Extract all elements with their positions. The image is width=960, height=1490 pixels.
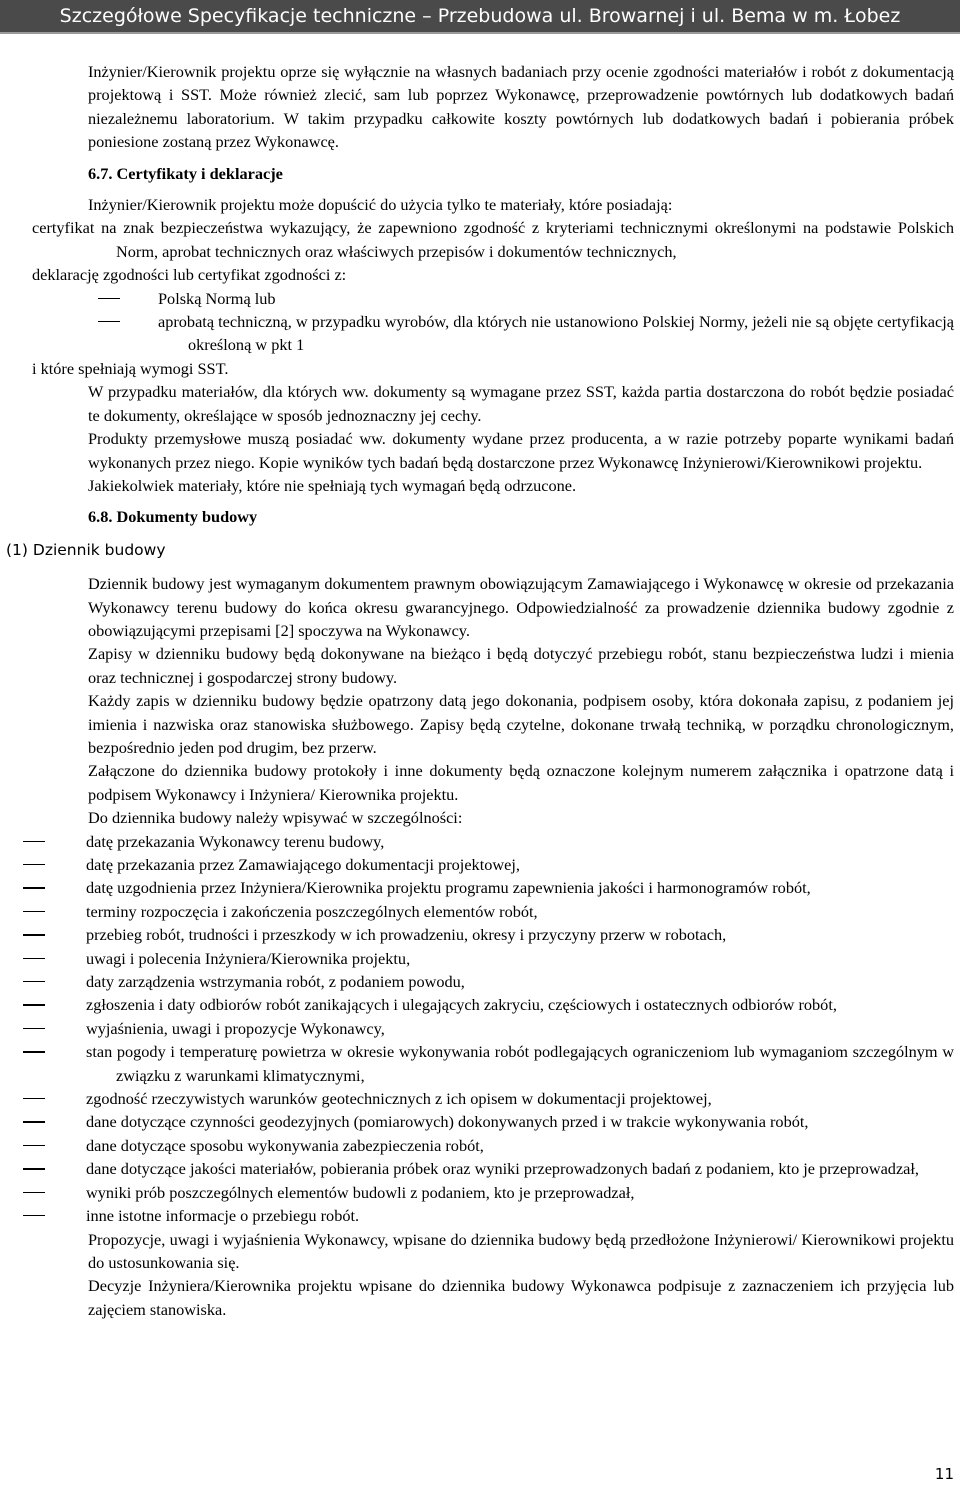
list-item-text: uwagi i polecenia Inżyniera/Kierownika projektu, bbox=[86, 948, 411, 968]
list-item-text: wyniki prób poszczególnych elementów budowli z podaniem, kto je przeprowadzał, bbox=[86, 1182, 635, 1202]
section-6-8-heading: 6.8. Dokumenty budowy bbox=[88, 507, 258, 527]
list-item bbox=[0, 876, 960, 899]
list-item bbox=[0, 1157, 960, 1180]
dash-bullet bbox=[23, 1145, 45, 1146]
list-item-text: terminy rozpoczęcia i zakończenia poszczególnych elementów robót, bbox=[86, 901, 538, 921]
page-number: 11 bbox=[934, 1464, 954, 1483]
list-item bbox=[0, 1087, 960, 1110]
list-item-text: inne istotne informacje o przebiegu robót. bbox=[86, 1206, 360, 1226]
dash-bullet bbox=[98, 321, 120, 322]
list-item-text: zgodność rzeczywistych warunków geotechnicznych z ich opisem w dokumentacji projektowej, bbox=[86, 1089, 712, 1109]
list-item bbox=[0, 287, 960, 310]
dash-bullet bbox=[23, 1168, 45, 1169]
section-6-7-paragraph-6: Produkty przemysłowe muszą posiadać ww. dokumenty wydane przez producenta, a w razie potrzeby poparte wynikami badań wykonanych przez niego. Kopie wyników tych badań będą dostarczone przez Wykonawcę Inżynierowi/Kierownikowi projektu. bbox=[88, 429, 954, 472]
list-item bbox=[0, 900, 960, 923]
list-item-text: dane dotyczące jakości materiałów, pobierania próbek oraz wyniki przeprowadzonych badań z podaniem, kto je przeprowadzał, bbox=[86, 1159, 919, 1179]
list-item bbox=[0, 853, 960, 876]
dash-bullet bbox=[23, 911, 45, 912]
section-6-7-paragraph-3: deklarację zgodności lub certyfikat zgodności z: bbox=[32, 265, 347, 285]
list-item-text: aprobatą techniczną, w przypadku wyrobów, dla których nie ustanowiono Polskiej Normy, jeżeli nie są objęte certyfikacją określoną w pkt 1 bbox=[158, 312, 954, 355]
subsection-heading: (1) Dziennik budowy bbox=[6, 540, 166, 559]
section-6-7-paragraph-2: certyfikat na znak bezpieczeństwa wykazujący, że zapewniono zgodność z kryteriami technicznymi określonymi na podstawie Polskich Norm, aprobat technicznych oraz właściwych przepisów i dokumentów technicznych, bbox=[32, 218, 954, 261]
list-item-text: datę przekazania przez Zamawiającego dokumentacji projektowej, bbox=[86, 855, 520, 874]
dash-bullet bbox=[23, 1192, 45, 1193]
dash-bullet bbox=[23, 1028, 45, 1029]
section-6-8-paragraph-4: Załączone do dziennika budowy protokoły i inne dokumenty będą oznaczone kolejnym numerem załącznika i opatrzone datą i podpisem Wykonawcy i Inżyniera/ Kierownika projektu. bbox=[88, 761, 954, 804]
list-item bbox=[0, 830, 960, 853]
section-6-7-paragraph-5: W przypadku materiałów, dla których ww. dokumenty są wymagane przez SST, każda partia dostarczona do robót będzie posiadać te dokumenty, określające w sposób jednoznaczny jej cechy. bbox=[88, 382, 954, 425]
list-item-text: datę przekazania Wykonawcy terenu budowy, bbox=[86, 831, 385, 851]
list-item bbox=[0, 947, 960, 970]
section-6-8-paragraph-3: Każdy zapis w dzienniku budowy będzie opatrzony datą jego dokonania, podpisem osoby, która dokonała zapisu, z podaniem jej imienia i nazwiska oraz stanowiska służbowego. Zapisy będą czytelne, dokonane trwałą techniką, w porządku chronologicznym, bezpośrednio jeden pod drugim, bez przerw. bbox=[88, 691, 954, 757]
section-6-7-heading: 6.7. Certyfikaty i deklaracje bbox=[88, 163, 283, 183]
dash-bullet bbox=[23, 887, 45, 888]
list-item bbox=[0, 310, 960, 357]
list-item bbox=[0, 1134, 960, 1157]
dash-bullet bbox=[23, 1121, 45, 1122]
list-item bbox=[0, 970, 960, 993]
list-item-text: wyjaśnienia, uwagi i propozycje Wykonawcy, bbox=[86, 1018, 385, 1038]
dash-bullet bbox=[23, 841, 45, 842]
header-rule bbox=[0, 32, 960, 34]
dash-bullet bbox=[23, 1098, 45, 1099]
dash-bullet bbox=[23, 934, 45, 935]
list-item-text: zgłoszenia i daty odbiorów robót zanikających i ulegających zakryciu, częściowych i ostatecznych odbiorów robót, bbox=[86, 995, 837, 1015]
list-item-text: datę uzgodnienia przez Inżyniera/Kierownika projektu programu zapewnienia jakości i harmonogramów robót, bbox=[86, 878, 811, 898]
page-header: Szczegółowe Specyfikacje techniczne – Przebudowa ul. Browarnej i ul. Bema w m. Łobez bbox=[0, 0, 960, 32]
section-6-8-paragraph-2: Zapisy w dzienniku budowy będą dokonywane na bieżąco i będą dotyczyć przebiegu robót, stanu bezpieczeństwa ludzi i mienia oraz technicznej i gospodarczej strony budowy. bbox=[88, 644, 954, 687]
diary-entries-list bbox=[0, 830, 960, 1228]
list-item-text: dane dotyczące czynności geodezyjnych (pomiarowych) dokonywanych przed i w trakcie wykonywania robót, bbox=[86, 1112, 809, 1132]
list-item bbox=[0, 1017, 960, 1040]
list-item bbox=[0, 1110, 960, 1133]
dash-bullet bbox=[23, 1215, 45, 1216]
list-item-text: przebieg robót, trudności i przeszkody w ich prowadzeniu, okresy i przyczyny przerw w robotach, bbox=[86, 925, 727, 945]
section-6-8-paragraph-5: Do dziennika budowy należy wpisywać w szczególności: bbox=[88, 808, 463, 828]
dash-bullet bbox=[23, 981, 45, 982]
dash-bullet bbox=[23, 958, 45, 959]
section-6-7-paragraph-4: i które spełniają wymogi SST. bbox=[32, 358, 229, 378]
list-item bbox=[0, 1181, 960, 1204]
dash-bullet bbox=[98, 298, 120, 299]
list-item bbox=[0, 1040, 960, 1087]
list-item-text: dane dotyczące sposobu wykonywania zabezpieczenia robót, bbox=[86, 1135, 484, 1155]
section-6-8-paragraph-1: Dziennik budowy jest wymaganym dokumentem prawnym obowiązującym Zamawiającego i Wykonawcę w okresie od przekazania Wykonawcy terenu budowy do końca okresu gwarancyjnego. Odpowiedzialność za prowadzenie dziennika budowy zgodnie z obowiązującymi przepisami [2] spoczywa na Wykonawcy. bbox=[88, 574, 954, 640]
section-6-7-paragraph-1: Inżynier/Kierownik projektu może dopuścić do użycia tylko te materiały, które posiadają: bbox=[88, 195, 673, 215]
list-item-text: daty zarządzenia wstrzymania robót, z podaniem powodu, bbox=[86, 972, 465, 992]
dash-bullet bbox=[23, 864, 45, 865]
document-body bbox=[0, 60, 960, 1321]
list-item-text: stan pogody i temperaturę powietrza w okresie wykonywania robót podlegających ograniczeniom lub wymaganiom szczególnym w związku z warunkami klimatycznymi, bbox=[86, 1042, 954, 1085]
intro-paragraph: Inżynier/Kierownik projektu oprze się wyłącznie na własnych badaniach przy ocenie zgodności materiałów i robót z dokumentacją projektową i SST. Może również zlecić, sam lub poprzez Wykonawcę, przeprowadzenie powtórnych lub dodatkowych badań niezależnemu laboratorium. W takim przypadku całkowite koszty powtórnych lub dodatkowych badań i pobierania próbek poniesione zostaną przez Wykonawcę. bbox=[88, 62, 954, 152]
list-item-text: Polską Normą lub bbox=[158, 288, 276, 308]
list-item bbox=[0, 923, 960, 946]
section-6-7-paragraph-7: Jakiekolwiek materiały, które nie spełniają tych wymagań będą odrzucone. bbox=[88, 475, 577, 495]
dash-bullet bbox=[23, 1004, 45, 1005]
dash-bullet bbox=[23, 1051, 45, 1052]
section-6-8-paragraph-7: Decyzje Inżyniera/Kierownika projektu wpisane do dziennika budowy Wykonawca podpisuje z zaznaczeniem ich przyjęcia lub zajęciem stanowiska. bbox=[88, 1276, 954, 1319]
list-item bbox=[0, 1204, 960, 1227]
list-item bbox=[0, 993, 960, 1016]
section-6-8-paragraph-6: Propozycje, uwagi i wyjaśnienia Wykonawcy, wpisane do dziennika budowy będą przedłożone Inżynierowi/ Kierownikowi projektu do ustosunkowania się. bbox=[88, 1229, 954, 1272]
